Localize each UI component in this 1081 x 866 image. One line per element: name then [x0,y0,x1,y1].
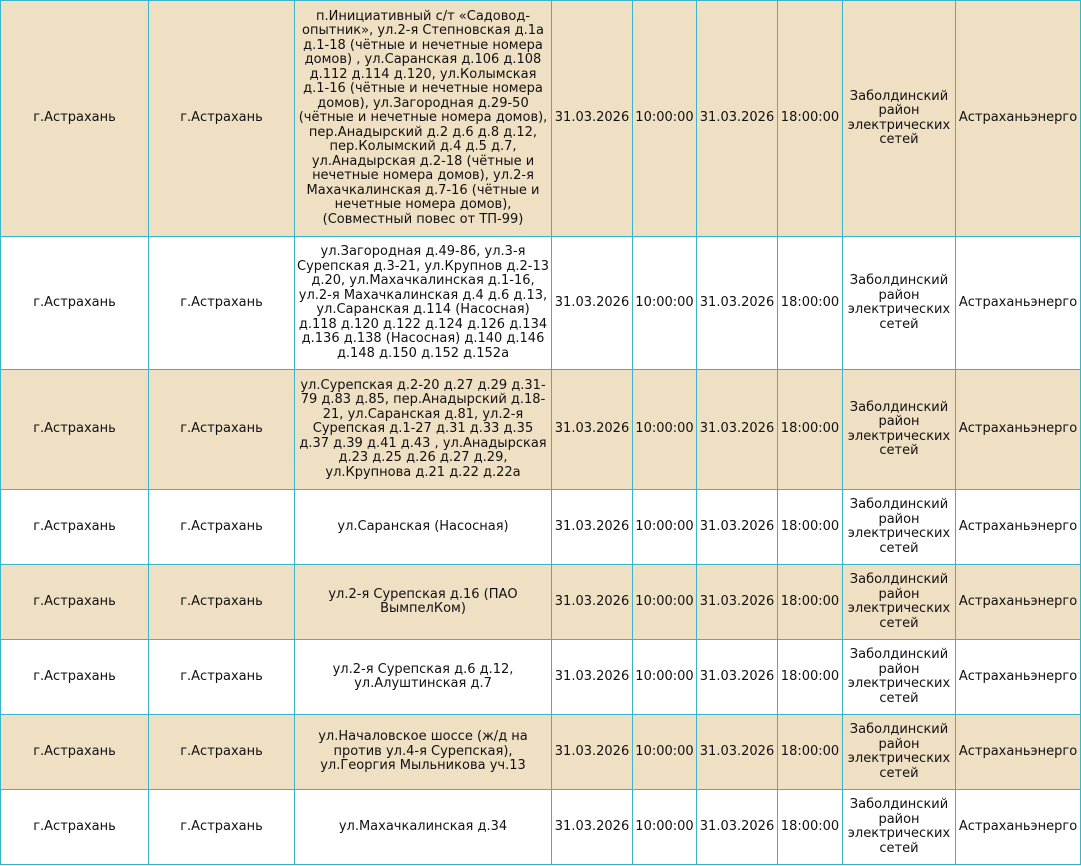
city-cell: г.Астрахань [1,490,149,565]
end-date-cell: 31.03.2026 [697,490,778,565]
city-cell: г.Астрахань [1,370,149,490]
company-cell: Астраханьэнерго [956,640,1081,715]
start-date-cell: 31.03.2026 [552,490,633,565]
address-cell: ул.Саранская (Насосная) [295,490,552,565]
address-cell: п.Инициативный с/т «Садовод-опытник», ул.2-я Степновская д.1а д.1-18 (чётные и нечетные номера домов) , ул.Саранская д.106 д.108 д.112 д.114 д.120, ул.Колымская д.1-16 (чётные и нечетные номера домов), ул.Загородная д.29-50 (чётные и нечетные номера домов), пер.Анадырский д.2 д.6 д.8 д.12, пер.Колымский д.4 д.5 д.7, ул.Анадырская д.2-18 (чётные и нечетные номера домов), ул.2-я Махачкалинская д.7-16 (чётные и нечетные номера домов), (Совместный повес от ТП-99) [295,1,552,237]
end-time-cell: 18:00:00 [778,565,843,640]
locality-cell: г.Астрахань [149,565,295,640]
department-cell: Заболдинский район электрических сетей [843,237,956,370]
end-date-cell: 31.03.2026 [697,565,778,640]
table-row [1,490,1081,565]
table-row [1,565,1081,640]
locality-cell: г.Астрахань [149,237,295,370]
address-cell: ул.Началовское шоссе (ж/д на против ул.4-я Сурепская), ул.Георгия Мыльникова уч.13 [295,715,552,790]
department-cell: Заболдинский район электрических сетей [843,1,956,237]
address-cell: ул.Махачкалинская д.34 [295,790,552,865]
address-cell: ул.Загородная д.49-86, ул.3-я Сурепская д.3-21, ул.Крупнов д.2-13 д.20, ул.Махачкалинская д.1-16, ул.2-я Махачкалинская д.4 д.6 д.13, ул.Саранская д.114 (Насосная) д.118 д.120 д.122 д.124 д.126 д.134 д.136 д.138 (Насосная) д.140 д.146 д.148 д.150 д.152 д.152а [295,237,552,370]
city-cell: г.Астрахань [1,640,149,715]
end-date-cell: 31.03.2026 [697,790,778,865]
start-time-cell: 10:00:00 [633,490,697,565]
table-row [1,640,1081,715]
city-cell: г.Астрахань [1,565,149,640]
end-time-cell: 18:00:00 [778,1,843,237]
start-time-cell: 10:00:00 [633,237,697,370]
end-time-cell: 18:00:00 [778,370,843,490]
company-cell: Астраханьэнерго [956,565,1081,640]
department-cell: Заболдинский район электрических сетей [843,790,956,865]
department-cell: Заболдинский район электрических сетей [843,565,956,640]
start-date-cell: 31.03.2026 [552,715,633,790]
table-row [1,715,1081,790]
locality-cell: г.Астрахань [149,490,295,565]
start-date-cell: 31.03.2026 [552,1,633,237]
start-time-cell: 10:00:00 [633,1,697,237]
start-time-cell: 10:00:00 [633,565,697,640]
locality-cell: г.Астрахань [149,790,295,865]
address-cell: ул.2-я Сурепская д.16 (ПАО ВымпелКом) [295,565,552,640]
locality-cell: г.Астрахань [149,640,295,715]
end-time-cell: 18:00:00 [778,237,843,370]
end-date-cell: 31.03.2026 [697,640,778,715]
start-date-cell: 31.03.2026 [552,370,633,490]
start-time-cell: 10:00:00 [633,715,697,790]
city-cell: г.Астрахань [1,715,149,790]
city-cell: г.Астрахань [1,1,149,237]
end-date-cell: 31.03.2026 [697,370,778,490]
department-cell: Заболдинский район электрических сетей [843,640,956,715]
start-date-cell: 31.03.2026 [552,790,633,865]
company-cell: Астраханьэнерго [956,715,1081,790]
department-cell: Заболдинский район электрических сетей [843,490,956,565]
address-cell: ул.Сурепская д.2-20 д.27 д.29 д.31-79 д.83 д.85, пер.Анадырский д.18-21, ул.Саранская д.81, ул.2-я Сурепская д.1-27 д.31 д.33 д.35 д.37 д.39 д.41 д.43 , ул.Анадырская д.23 д.25 д.26 д.27 д.29, ул.Крупнова д.21 д.22 д.22а [295,370,552,490]
end-time-cell: 18:00:00 [778,715,843,790]
locality-cell: г.Астрахань [149,370,295,490]
table-row [1,1,1081,237]
end-date-cell: 31.03.2026 [697,237,778,370]
end-time-cell: 18:00:00 [778,640,843,715]
city-cell: г.Астрахань [1,790,149,865]
company-cell: Астраханьэнерго [956,237,1081,370]
start-date-cell: 31.03.2026 [552,237,633,370]
end-date-cell: 31.03.2026 [697,1,778,237]
end-time-cell: 18:00:00 [778,790,843,865]
end-date-cell: 31.03.2026 [697,715,778,790]
table-row [1,237,1081,370]
start-date-cell: 31.03.2026 [552,565,633,640]
address-cell: ул.2-я Сурепская д.6 д.12, ул.Алуштинская д.7 [295,640,552,715]
city-cell: г.Астрахань [1,237,149,370]
table-row [1,790,1081,865]
company-cell: Астраханьэнерго [956,370,1081,490]
department-cell: Заболдинский район электрических сетей [843,370,956,490]
locality-cell: г.Астрахань [149,1,295,237]
department-cell: Заболдинский район электрических сетей [843,715,956,790]
company-cell: Астраханьэнерго [956,1,1081,237]
start-time-cell: 10:00:00 [633,370,697,490]
end-time-cell: 18:00:00 [778,490,843,565]
company-cell: Астраханьэнерго [956,790,1081,865]
company-cell: Астраханьэнерго [956,490,1081,565]
start-time-cell: 10:00:00 [633,790,697,865]
start-time-cell: 10:00:00 [633,640,697,715]
start-date-cell: 31.03.2026 [552,640,633,715]
locality-cell: г.Астрахань [149,715,295,790]
table-row [1,370,1081,490]
